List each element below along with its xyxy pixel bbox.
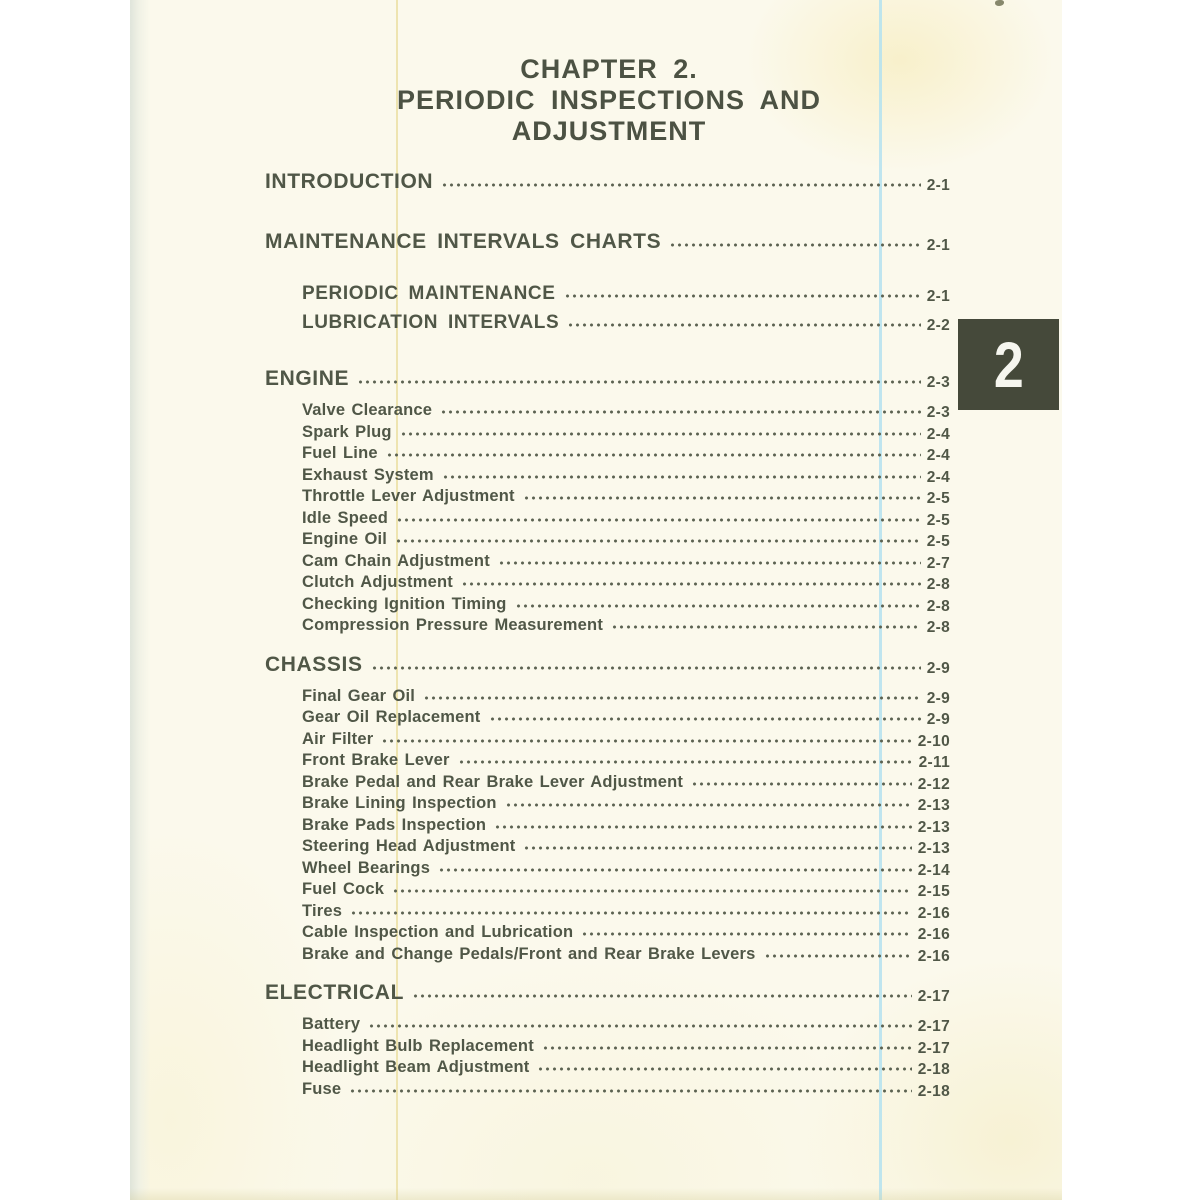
toc-row [265, 707, 950, 729]
toc-entry-page-number: 2-8 [926, 576, 950, 593]
toc-entry-page-number: 2-16 [917, 926, 950, 943]
toc-row [265, 170, 950, 196]
toc-entry-page-number: 2-13 [917, 797, 950, 814]
toc-entry-label: Compression Pressure Measurement [302, 616, 604, 634]
toc-entry-label: Exhaust System [302, 465, 434, 484]
dot-leader [582, 932, 912, 936]
toc-entry-label: Fuel Cock [302, 880, 385, 898]
table-of-contents [265, 170, 950, 1100]
toc-row [265, 465, 950, 487]
toc-entry-label: Spark Plug [302, 422, 392, 441]
toc-entry-page-number: 2-4 [926, 425, 950, 443]
toc-row [265, 508, 950, 530]
toc-entry-label: Air Filter [302, 729, 374, 748]
dot-leader [506, 803, 912, 807]
toc-row [265, 653, 950, 679]
dot-leader [462, 582, 921, 586]
toc-row [265, 1079, 950, 1101]
chapter-title-line-2: PERIODIC INSPECTIONS AND [396, 85, 822, 115]
toc-entry-page-number: 2-13 [917, 818, 950, 836]
scan-speck-artifact [995, 0, 1004, 6]
toc-entry-page-number: 2-17 [917, 1018, 950, 1035]
chapter-title-line-3: ADJUSTMENT [511, 116, 707, 146]
dot-leader [490, 717, 921, 721]
toc-entry-page-number: 2-3 [926, 404, 950, 421]
toc-row [265, 1057, 950, 1079]
toc-row [265, 422, 950, 444]
chapter-index-tab [958, 319, 1059, 410]
toc-entry-label: INTRODUCTION [265, 170, 434, 193]
toc-entry-label: Cam Chain Adjustment [302, 551, 490, 570]
manual-page [130, 0, 1062, 1200]
toc-row [265, 815, 950, 837]
toc-entry-label: Fuel Line [302, 444, 378, 462]
toc-entry-label: LUBRICATION INTERVALS [302, 312, 560, 333]
toc-entry-label: CHASSIS [265, 652, 363, 676]
dot-leader [424, 696, 921, 700]
toc-entry-label: Brake and Change Pedals/Front and Rear Brake Levers [302, 944, 756, 963]
dot-leader [765, 954, 912, 958]
toc-entry-page-number: 2-1 [926, 288, 950, 305]
toc-entry-label: Engine Oil [302, 530, 388, 548]
toc-entry-page-number: 2-3 [926, 374, 950, 391]
toc-entry-label: Cable Inspection and Lubrication [302, 923, 574, 941]
toc-entry-label: Front Brake Lever [302, 751, 450, 769]
dot-leader [692, 782, 912, 786]
toc-entry-page-number: 2-14 [917, 861, 950, 879]
toc-row [265, 551, 950, 573]
toc-entry-page-number: 2-5 [926, 490, 950, 507]
toc-entry-label: Headlight Beam Adjustment [302, 1058, 530, 1076]
toc-entry-page-number: 2-2 [926, 317, 950, 334]
toc-entry-page-number: 2-9 [926, 659, 950, 677]
toc-entry-label: Throttle Lever Adjustment [302, 487, 515, 505]
toc-entry-label: Steering Head Adjustment [302, 837, 516, 855]
toc-entry-label: Brake Pads Inspection [302, 815, 487, 834]
toc-entry-label: Fuse [302, 1079, 342, 1098]
toc-row [265, 729, 950, 751]
toc-entry-label: Wheel Bearings [302, 858, 431, 877]
chapter-number: 2 [993, 328, 1024, 401]
toc-entry-label: ELECTRICAL [265, 981, 404, 1004]
toc-entry-label: Brake Pedal and Rear Brake Lever Adjustment [302, 772, 684, 791]
dot-leader [358, 380, 921, 384]
toc-row [265, 486, 950, 508]
toc-entry-label: Tires [302, 901, 343, 920]
toc-entry-page-number: 2-8 [926, 619, 950, 636]
toc-row [265, 836, 950, 858]
toc-entry-page-number: 2-16 [917, 904, 950, 922]
toc-entry-label: Gear Oil Replacement [302, 708, 481, 726]
toc-entry-label: PERIODIC MAINTENANCE [302, 283, 556, 304]
toc-entry-page-number: 2-17 [917, 988, 950, 1005]
dot-leader [369, 1024, 912, 1028]
dot-leader [499, 561, 921, 565]
toc-entry-page-number: 2-5 [926, 533, 950, 550]
toc-entry-page-number: 2-7 [926, 554, 950, 572]
toc-row [265, 367, 950, 393]
toc-row [265, 311, 950, 336]
toc-entry-page-number: 2-12 [917, 775, 950, 793]
toc-entry-page-number: 2-1 [926, 177, 950, 194]
toc-entry-label: ENGINE [265, 367, 350, 390]
toc-entry-label: MAINTENANCE INTERVALS CHARTS [265, 230, 662, 253]
dot-leader [387, 453, 921, 457]
toc-entry-page-number: 2-15 [917, 883, 950, 900]
dot-leader [350, 1089, 911, 1093]
toc-entry-page-number: 2-18 [917, 1061, 950, 1078]
toc-row [265, 901, 950, 923]
toc-row [265, 400, 950, 422]
dot-leader [393, 889, 912, 893]
toc-row [265, 443, 950, 465]
toc-entry-page-number: 2-8 [926, 597, 950, 615]
dot-leader [382, 739, 911, 743]
toc-row [265, 793, 950, 815]
toc-row [265, 1036, 950, 1058]
toc-entry-label: Battery [302, 1015, 361, 1033]
toc-entry-label: Final Gear Oil [302, 686, 416, 705]
toc-entry-label: Idle Speed [302, 508, 389, 527]
dot-leader [543, 1046, 912, 1050]
dot-leader [612, 625, 921, 629]
toc-row [265, 594, 950, 616]
toc-entry-page-number: 2-1 [926, 237, 950, 254]
toc-row [265, 230, 950, 256]
toc-row [265, 615, 950, 637]
toc-entry-page-number: 2-17 [917, 1039, 950, 1057]
dot-leader [441, 410, 921, 414]
dot-leader [516, 604, 921, 608]
dot-leader [397, 518, 921, 522]
dot-leader [443, 475, 921, 479]
dot-leader [524, 496, 921, 500]
toc-entry-page-number: 2-4 [926, 447, 950, 464]
toc-row [265, 750, 950, 772]
toc-entry-page-number: 2-10 [917, 732, 950, 750]
dot-leader [351, 911, 912, 915]
dot-leader [442, 183, 921, 187]
toc-entry-page-number: 2-18 [917, 1082, 950, 1100]
dot-leader [495, 825, 912, 829]
dot-leader [396, 539, 921, 543]
toc-entry-page-number: 2-4 [926, 468, 950, 486]
dot-leader [459, 760, 913, 764]
toc-entry-page-number: 2-9 [926, 689, 950, 707]
chapter-title [130, 54, 1062, 147]
dot-leader [401, 432, 921, 436]
dot-leader [524, 846, 911, 850]
dot-leader [439, 868, 912, 872]
toc-row [265, 529, 950, 551]
toc-row [265, 1014, 950, 1036]
dot-leader [413, 994, 912, 998]
dot-leader [372, 666, 921, 670]
toc-row [265, 981, 950, 1007]
dot-leader [538, 1067, 911, 1071]
toc-row [265, 858, 950, 880]
toc-row [265, 572, 950, 594]
toc-entry-label: Brake Lining Inspection [302, 794, 497, 812]
toc-row [265, 922, 950, 944]
toc-entry-page-number: 2-11 [918, 754, 950, 771]
toc-row [265, 282, 950, 307]
dot-leader [670, 243, 920, 247]
toc-row [265, 772, 950, 794]
toc-row [265, 686, 950, 708]
dot-leader [565, 294, 921, 298]
toc-row [265, 879, 950, 901]
toc-entry-label: Headlight Bulb Replacement [302, 1036, 534, 1055]
chapter-title-line-1: CHAPTER 2. [520, 54, 698, 84]
toc-entry-label: Checking Ignition Timing [302, 594, 507, 613]
toc-entry-page-number: 2-9 [926, 711, 950, 728]
toc-entry-label: Valve Clearance [302, 401, 433, 419]
toc-entry-page-number: 2-13 [917, 840, 950, 857]
dot-leader [568, 323, 920, 327]
toc-entry-label: Clutch Adjustment [302, 573, 453, 591]
toc-row [265, 944, 950, 966]
toc-entry-page-number: 2-16 [917, 947, 950, 965]
toc-entry-page-number: 2-5 [926, 511, 950, 529]
